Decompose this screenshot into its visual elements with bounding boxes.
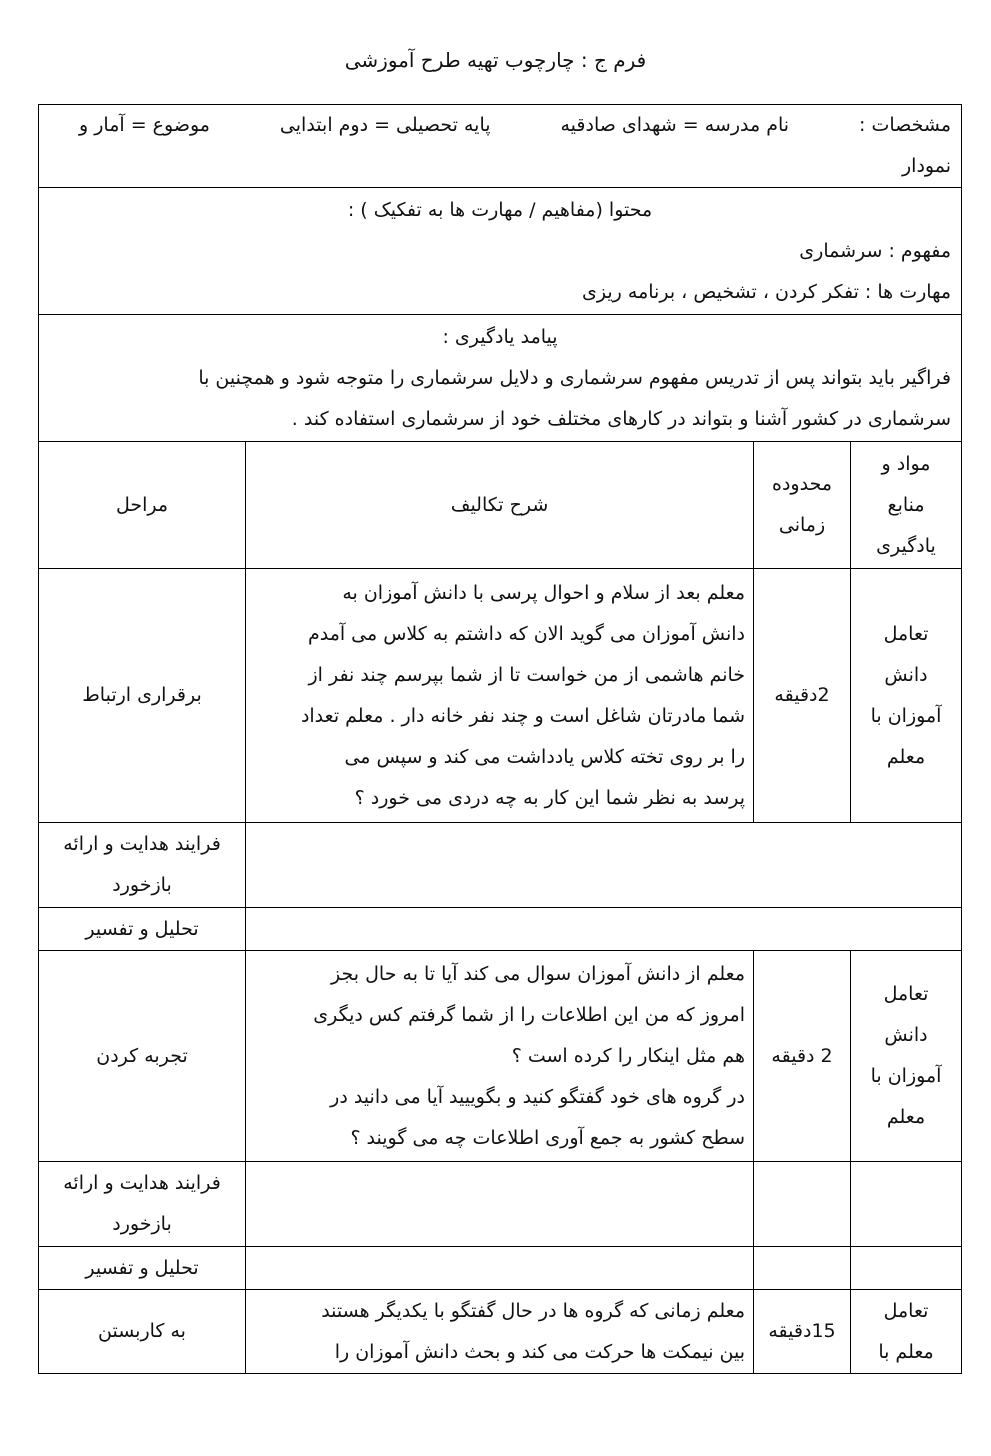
column-header-row bbox=[39, 442, 962, 569]
empty-cell bbox=[754, 1247, 851, 1290]
outcome-row bbox=[39, 315, 962, 442]
table-row bbox=[39, 823, 962, 908]
lesson-plan-table bbox=[38, 104, 962, 1374]
header-materials: مواد و منابع یادگیری bbox=[851, 442, 962, 569]
specs-label: مشخصات : bbox=[859, 114, 952, 136]
time-cell: 2دقیقه bbox=[754, 569, 851, 823]
empty-cell bbox=[246, 1162, 754, 1247]
stage-cell: فرایند هدایت و ارائه بازخورد bbox=[39, 1162, 246, 1247]
content-heading: محتوا (مفاهیم / مهارت ها به تفکیک ) : bbox=[347, 198, 653, 221]
time-cell: 15دقیقه bbox=[754, 1290, 851, 1374]
skills: مهارت ها : تفکر کردن ، تشخیص ، برنامه ریزی bbox=[582, 280, 952, 303]
specs-row bbox=[39, 105, 962, 188]
table-row bbox=[39, 569, 962, 823]
empty-cell bbox=[246, 823, 962, 908]
topic: موضوع = آمار و bbox=[79, 114, 210, 136]
materials-cell: تعامل دانش آموزان با معلم bbox=[851, 569, 962, 823]
empty-cell bbox=[246, 1247, 754, 1290]
specs-line bbox=[49, 105, 951, 146]
outcome-heading: پیامد یادگیری : bbox=[442, 325, 558, 348]
stage-cell: تجربه کردن bbox=[39, 951, 246, 1162]
page-title: فرم ج : چارچوب تهیه طرح آموزشی bbox=[344, 48, 647, 72]
tasks-cell: معلم بعد از سلام و احوال پرسی با دانش آموزان به دانش آموزان می گوید الان که داشتم به کلاس می آمدم خانم هاشمی از من خواست تا از شما بپرسم چند نفر از شما مادرتان شاغل است و چند نفر خانه دار . معلم تعداد را بر روی تخته کلاس یادداشت می کند و سپس می پرسد به نظر شما این کار به چه دردی می خورد ؟ bbox=[246, 569, 754, 823]
table-row bbox=[39, 908, 962, 951]
stage-cell: فرایند هدایت و ارائه بازخورد bbox=[39, 823, 246, 908]
stage-cell: تحلیل و تفسیر bbox=[39, 1247, 246, 1290]
table-row bbox=[39, 951, 962, 1162]
time-cell: 2 دقیقه bbox=[754, 951, 851, 1162]
stage-cell: به کاربستن bbox=[39, 1290, 246, 1374]
tasks-cell: معلم زمانی که گروه ها در حال گفتگو با یکدیگر هستند بین نیمکت ها حرکت می کند و بحث دانش آموزان را bbox=[246, 1290, 754, 1374]
table-row bbox=[39, 1162, 962, 1247]
school-name: نام مدرسه = شهدای صادقیه bbox=[560, 114, 790, 136]
header-stages: مراحل bbox=[39, 442, 246, 569]
table-row bbox=[39, 1290, 962, 1374]
header-time: محدوده زمانی bbox=[754, 442, 851, 569]
materials-cell: تعامل دانش آموزان با معلم bbox=[851, 951, 962, 1162]
empty-cell bbox=[246, 908, 962, 951]
empty-cell bbox=[754, 1162, 851, 1247]
tasks-cell: معلم از دانش آموزان سوال می کند آیا تا به حال بجز امروز که من این اطلاعات را از شما گرفتم کس دیگری هم مثل اینکار را کرده است ؟ در گروه های خود گفتگو کنید و بگوییید آیا می دانید در سطح کشور به جمع آوری اطلاعات چه می گویند ؟ bbox=[246, 951, 754, 1162]
header-tasks: شرح تکالیف bbox=[246, 442, 754, 569]
stage-cell: برقراری ارتباط bbox=[39, 569, 246, 823]
content-row bbox=[39, 188, 962, 315]
stage-cell: تحلیل و تفسیر bbox=[39, 908, 246, 951]
outcome-line: سرشماری در کشور آشنا و بتواند در کارهای مختلف خود از سرشماری استفاده کند . bbox=[291, 407, 952, 430]
materials-cell: تعامل معلم با bbox=[851, 1290, 962, 1374]
topic-continued: نمودار bbox=[902, 155, 952, 177]
grade-level: پایه تحصیلی = دوم ابتدایی bbox=[279, 114, 491, 136]
table-row bbox=[39, 1247, 962, 1290]
outcome-line: فراگیر باید بتواند پس از تدریس مفهوم سرشماری و دلایل سرشماری را متوجه شود و همچنین با bbox=[198, 366, 952, 389]
empty-cell bbox=[851, 1247, 962, 1290]
concept: مفهوم : سرشماری bbox=[799, 239, 952, 262]
empty-cell bbox=[851, 1162, 962, 1247]
